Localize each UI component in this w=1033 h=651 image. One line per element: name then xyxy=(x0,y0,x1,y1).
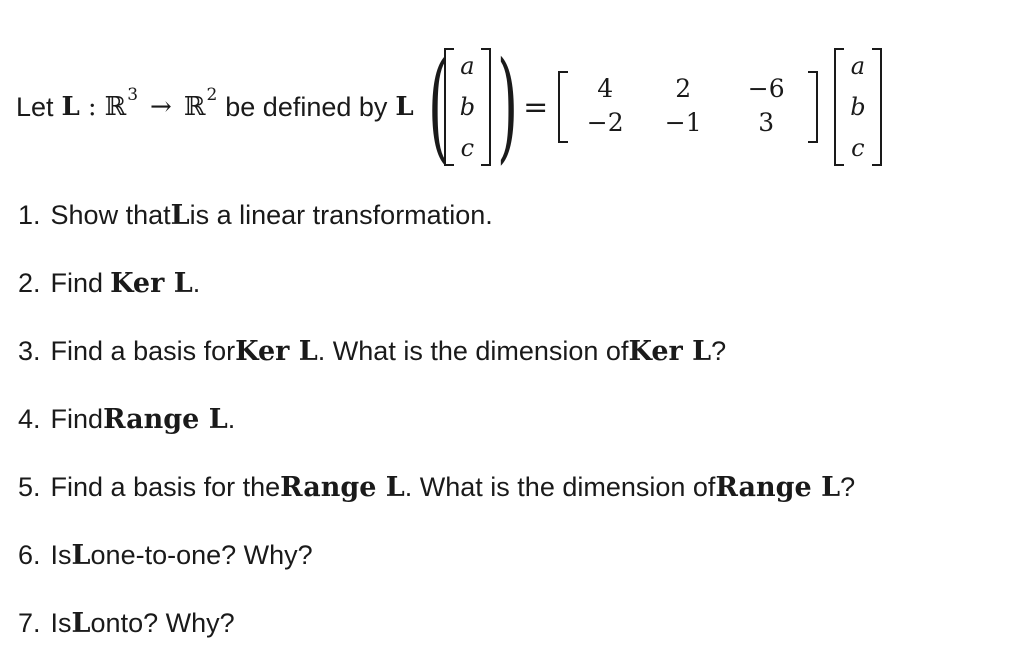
question-number: 1. xyxy=(18,200,41,230)
question-text: . xyxy=(192,268,201,298)
input-vector xyxy=(454,48,481,166)
output-vector-entry: a xyxy=(850,52,866,80)
input-vector-entry: c xyxy=(460,134,475,162)
matrix-entry: 2 xyxy=(675,73,692,103)
matrix-entry: −1 xyxy=(664,107,702,137)
right-paren: ) xyxy=(497,37,519,176)
output-vector-right-bracket xyxy=(872,48,882,166)
definition-line xyxy=(16,32,882,182)
domain-exponent: 3 xyxy=(127,85,139,105)
matrix-entry: 4 xyxy=(597,73,614,103)
definition-middle: be defined by xyxy=(225,91,388,122)
math-term: L xyxy=(71,608,91,639)
question-3 xyxy=(18,336,726,367)
codomain-exponent: 2 xyxy=(206,85,218,105)
output-vector-entry: c xyxy=(851,134,865,162)
question-text: onto? Why? xyxy=(90,608,235,638)
question-text: Find xyxy=(50,404,104,434)
question-text: Find a basis for the xyxy=(50,472,281,502)
math-term: Range L xyxy=(715,472,841,503)
question-2 xyxy=(18,268,200,299)
question-number: 4. xyxy=(18,404,41,434)
map-symbol: L xyxy=(61,92,80,122)
input-vector-right-bracket xyxy=(481,48,491,166)
question-text: Is xyxy=(50,540,72,570)
question-text: Show that xyxy=(50,200,171,230)
question-text: ? xyxy=(840,472,856,502)
codomain-symbol: ℝ xyxy=(183,92,206,122)
matrix-entry: −6 xyxy=(747,73,785,103)
question-text: ? xyxy=(711,336,727,366)
matrix-left-bracket xyxy=(558,71,568,143)
domain-symbol: ℝ xyxy=(104,92,127,122)
question-text: . What is the dimension of xyxy=(317,336,629,366)
question-text: Is xyxy=(50,608,72,638)
question-number: 7. xyxy=(18,608,41,638)
output-vector-left-bracket xyxy=(834,48,844,166)
matrix-right-bracket xyxy=(808,71,818,143)
question-text: Find a basis for xyxy=(50,336,236,366)
math-term: L xyxy=(71,540,91,571)
question-text: is a linear transformation. xyxy=(189,200,493,230)
input-vector-entry: b xyxy=(459,93,476,121)
math-term: L xyxy=(170,200,190,231)
question-number: 3. xyxy=(18,336,41,366)
math-term: Range L xyxy=(280,472,405,503)
question-4 xyxy=(18,404,235,435)
math-term: Range L xyxy=(103,404,228,435)
coefficient-matrix xyxy=(568,71,808,143)
question-text: one-to-one? Why? xyxy=(90,540,313,570)
output-vector xyxy=(844,48,871,166)
question-6 xyxy=(18,540,313,571)
output-vector-entry: b xyxy=(850,93,866,121)
question-5 xyxy=(18,472,855,503)
question-number: 6. xyxy=(18,540,41,570)
left-paren: ( xyxy=(427,37,449,176)
question-1 xyxy=(18,200,493,231)
arrow-symbol: → xyxy=(150,92,172,122)
question-7 xyxy=(18,608,235,639)
question-text: Find xyxy=(50,268,104,298)
math-term: Ker L xyxy=(110,268,193,299)
math-term: Ker L xyxy=(235,336,318,367)
question-text: . What is the dimension of xyxy=(404,472,716,502)
question-number: 5. xyxy=(18,472,41,502)
input-vector-entry: a xyxy=(460,52,475,80)
question-number: 2. xyxy=(18,268,41,298)
matrix-entry: 3 xyxy=(758,107,775,137)
math-term: Ker L xyxy=(628,336,712,367)
definition-lead: Let xyxy=(16,91,54,122)
matrix-entry: −2 xyxy=(586,107,624,137)
map-symbol-applied: L xyxy=(395,92,414,122)
equals-sign: = xyxy=(523,89,549,125)
colon: : xyxy=(87,92,97,122)
question-text: . xyxy=(227,404,236,434)
